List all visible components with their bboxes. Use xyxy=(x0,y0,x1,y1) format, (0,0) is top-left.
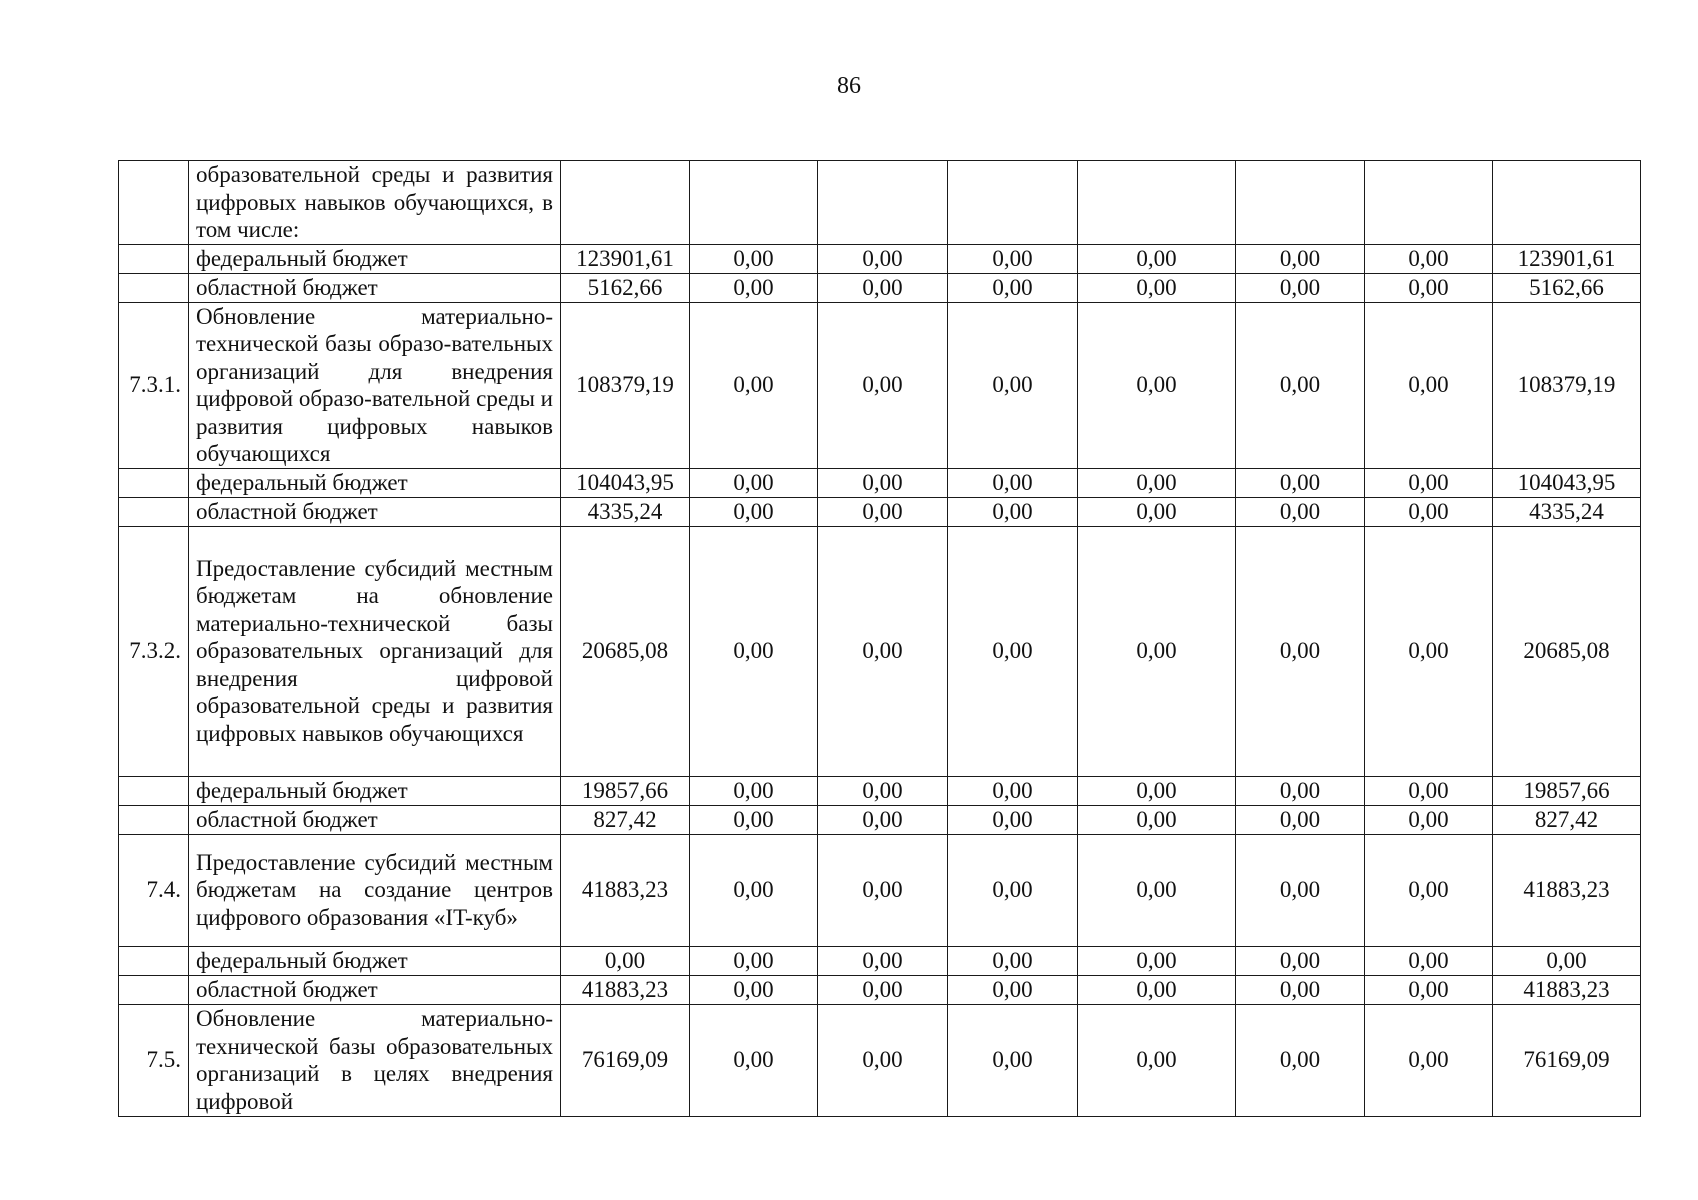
amount-cell: 0,00 xyxy=(1236,776,1365,805)
amount-cell: 0,00 xyxy=(1078,526,1236,776)
amount-cell: 0,00 xyxy=(690,975,818,1004)
amount-cell: 0,00 xyxy=(1236,526,1365,776)
amount-cell: 0,00 xyxy=(1078,1004,1236,1116)
budget-table-body xyxy=(119,161,1641,1117)
amount-cell: 0,00 xyxy=(1365,776,1493,805)
amount-cell xyxy=(1365,161,1493,245)
amount-cell: 0,00 xyxy=(818,975,948,1004)
amount-cell: 0,00 xyxy=(1078,302,1236,468)
amount-cell: 76169,09 xyxy=(561,1004,690,1116)
total-value-cell: 41883,23 xyxy=(1493,975,1641,1004)
amount-cell: 108379,19 xyxy=(561,302,690,468)
program-item-row xyxy=(119,1004,1641,1116)
total-value-cell: 108379,19 xyxy=(1493,302,1641,468)
amount-cell: 0,00 xyxy=(1365,273,1493,302)
program-item-row xyxy=(119,526,1641,776)
total-value-cell: 827,42 xyxy=(1493,805,1641,834)
amount-cell: 0,00 xyxy=(1078,468,1236,497)
amount-cell: 827,42 xyxy=(561,805,690,834)
amount-cell: 0,00 xyxy=(1078,244,1236,273)
amount-cell xyxy=(948,161,1078,245)
item-number xyxy=(119,946,189,975)
funding-source-label: областной бюджет xyxy=(189,273,561,302)
total-value-cell: 0,00 xyxy=(1493,946,1641,975)
amount-cell: 0,00 xyxy=(690,776,818,805)
amount-cell: 0,00 xyxy=(818,1004,948,1116)
item-number xyxy=(119,975,189,1004)
item-description: Обновление материально-технической базы образовательных организаций в целях внедрения цифровой xyxy=(189,1004,561,1116)
funding-source-row xyxy=(119,776,1641,805)
amount-cell xyxy=(1236,161,1365,245)
total-value-cell xyxy=(1493,161,1641,245)
funding-source-row xyxy=(119,273,1641,302)
item-description: Предоставление субсидий местным бюджетам на создание центров цифрового образования «IT-куб» xyxy=(189,834,561,946)
amount-cell: 0,00 xyxy=(690,468,818,497)
amount-cell: 0,00 xyxy=(1365,244,1493,273)
funding-source-row xyxy=(119,468,1641,497)
amount-cell: 0,00 xyxy=(818,834,948,946)
program-item-row xyxy=(119,834,1641,946)
amount-cell: 0,00 xyxy=(818,776,948,805)
item-number xyxy=(119,805,189,834)
amount-cell: 5162,66 xyxy=(561,273,690,302)
amount-cell: 0,00 xyxy=(561,946,690,975)
amount-cell: 0,00 xyxy=(948,975,1078,1004)
item-number xyxy=(119,244,189,273)
amount-cell: 0,00 xyxy=(948,946,1078,975)
amount-cell xyxy=(690,161,818,245)
amount-cell: 104043,95 xyxy=(561,468,690,497)
funding-source-label: федеральный бюджет xyxy=(189,946,561,975)
amount-cell: 0,00 xyxy=(690,273,818,302)
amount-cell: 0,00 xyxy=(690,1004,818,1116)
amount-cell: 0,00 xyxy=(1365,946,1493,975)
item-description: образовательной среды и развития цифровых навыков обучающихся, в том числе: xyxy=(189,161,561,245)
page-number: 86 xyxy=(837,73,861,99)
amount-cell: 0,00 xyxy=(690,302,818,468)
funding-source-label: областной бюджет xyxy=(189,497,561,526)
amount-cell: 0,00 xyxy=(1236,975,1365,1004)
total-value-cell: 19857,66 xyxy=(1493,776,1641,805)
amount-cell: 0,00 xyxy=(948,302,1078,468)
total-value-cell: 123901,61 xyxy=(1493,244,1641,273)
amount-cell: 0,00 xyxy=(948,1004,1078,1116)
amount-cell: 19857,66 xyxy=(561,776,690,805)
amount-cell: 0,00 xyxy=(948,244,1078,273)
total-value-cell: 4335,24 xyxy=(1493,497,1641,526)
amount-cell: 0,00 xyxy=(1236,805,1365,834)
amount-cell: 0,00 xyxy=(1236,273,1365,302)
amount-cell: 0,00 xyxy=(818,244,948,273)
item-description: Обновление материально-технической базы образо-вательных организаций для внедрения цифровой образо-вательной среды и развития цифровых навыков обучающихся xyxy=(189,302,561,468)
amount-cell: 0,00 xyxy=(1078,273,1236,302)
amount-cell: 0,00 xyxy=(1236,946,1365,975)
amount-cell: 0,00 xyxy=(1078,946,1236,975)
amount-cell: 41883,23 xyxy=(561,834,690,946)
amount-cell: 0,00 xyxy=(1078,975,1236,1004)
amount-cell: 0,00 xyxy=(948,273,1078,302)
amount-cell: 0,00 xyxy=(948,834,1078,946)
total-value-cell: 41883,23 xyxy=(1493,834,1641,946)
amount-cell: 0,00 xyxy=(1365,302,1493,468)
item-number xyxy=(119,273,189,302)
amount-cell: 0,00 xyxy=(1078,776,1236,805)
item-number: 7.5. xyxy=(119,1004,189,1116)
amount-cell xyxy=(561,161,690,245)
amount-cell: 0,00 xyxy=(1365,975,1493,1004)
amount-cell: 41883,23 xyxy=(561,975,690,1004)
amount-cell: 0,00 xyxy=(1078,834,1236,946)
amount-cell: 0,00 xyxy=(1236,244,1365,273)
item-number xyxy=(119,497,189,526)
amount-cell: 0,00 xyxy=(690,244,818,273)
amount-cell: 0,00 xyxy=(690,526,818,776)
amount-cell: 0,00 xyxy=(948,776,1078,805)
amount-cell: 0,00 xyxy=(1078,805,1236,834)
amount-cell: 0,00 xyxy=(1365,468,1493,497)
item-number xyxy=(119,776,189,805)
amount-cell: 0,00 xyxy=(948,468,1078,497)
funding-source-label: федеральный бюджет xyxy=(189,244,561,273)
amount-cell: 0,00 xyxy=(1236,302,1365,468)
funding-source-row xyxy=(119,244,1641,273)
funding-source-label: федеральный бюджет xyxy=(189,776,561,805)
funding-source-label: областной бюджет xyxy=(189,975,561,1004)
funding-source-row xyxy=(119,946,1641,975)
amount-cell: 0,00 xyxy=(818,805,948,834)
item-number xyxy=(119,468,189,497)
item-number: 7.3.1. xyxy=(119,302,189,468)
amount-cell: 0,00 xyxy=(818,468,948,497)
total-value-cell: 76169,09 xyxy=(1493,1004,1641,1116)
amount-cell: 20685,08 xyxy=(561,526,690,776)
amount-cell: 0,00 xyxy=(1365,497,1493,526)
item-number: 7.4. xyxy=(119,834,189,946)
amount-cell: 0,00 xyxy=(1236,497,1365,526)
amount-cell: 0,00 xyxy=(1236,834,1365,946)
amount-cell: 0,00 xyxy=(690,946,818,975)
amount-cell: 0,00 xyxy=(948,526,1078,776)
total-value-cell: 5162,66 xyxy=(1493,273,1641,302)
amount-cell: 0,00 xyxy=(948,497,1078,526)
amount-cell: 0,00 xyxy=(1236,1004,1365,1116)
item-description: Предоставление субсидий местным бюджетам на обновление материально-технической базы образовательных организаций для внедрения цифровой образовательной среды и развития цифровых навыков обучающихся xyxy=(189,526,561,776)
amount-cell: 0,00 xyxy=(818,526,948,776)
funding-source-row xyxy=(119,975,1641,1004)
funding-source-row xyxy=(119,805,1641,834)
program-item-row xyxy=(119,302,1641,468)
program-item-row xyxy=(119,161,1641,245)
amount-cell: 0,00 xyxy=(1365,834,1493,946)
budget-table xyxy=(118,160,1641,1117)
amount-cell: 0,00 xyxy=(1365,526,1493,776)
total-value-cell: 104043,95 xyxy=(1493,468,1641,497)
funding-source-row xyxy=(119,497,1641,526)
amount-cell: 0,00 xyxy=(1236,468,1365,497)
item-number xyxy=(119,161,189,245)
funding-source-label: областной бюджет xyxy=(189,805,561,834)
amount-cell: 0,00 xyxy=(690,497,818,526)
amount-cell xyxy=(818,161,948,245)
amount-cell: 4335,24 xyxy=(561,497,690,526)
amount-cell: 0,00 xyxy=(1078,497,1236,526)
total-value-cell: 20685,08 xyxy=(1493,526,1641,776)
amount-cell: 0,00 xyxy=(818,497,948,526)
amount-cell: 0,00 xyxy=(1365,805,1493,834)
amount-cell: 123901,61 xyxy=(561,244,690,273)
amount-cell: 0,00 xyxy=(948,805,1078,834)
item-number: 7.3.2. xyxy=(119,526,189,776)
amount-cell: 0,00 xyxy=(1365,1004,1493,1116)
amount-cell xyxy=(1078,161,1236,245)
amount-cell: 0,00 xyxy=(818,946,948,975)
funding-source-label: федеральный бюджет xyxy=(189,468,561,497)
amount-cell: 0,00 xyxy=(690,834,818,946)
amount-cell: 0,00 xyxy=(690,805,818,834)
amount-cell: 0,00 xyxy=(818,302,948,468)
amount-cell: 0,00 xyxy=(818,273,948,302)
